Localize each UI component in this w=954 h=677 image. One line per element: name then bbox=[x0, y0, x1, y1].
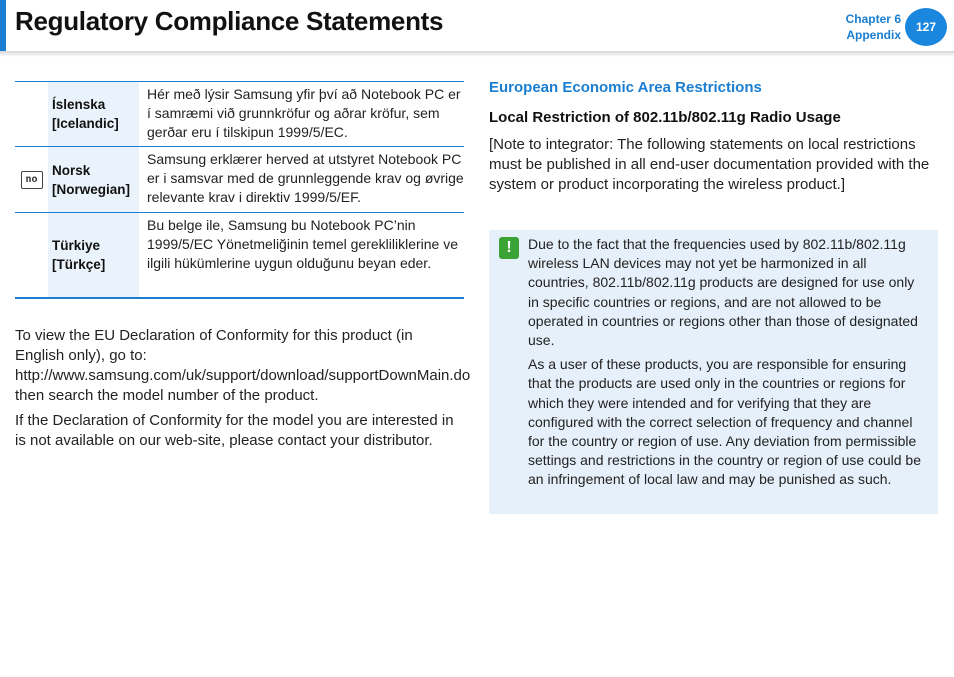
language-name-cell bbox=[48, 147, 139, 212]
chapter-number: Chapter 6 bbox=[845, 12, 901, 26]
header-accent-bar bbox=[0, 0, 6, 52]
language-code: [Türkçe] bbox=[52, 257, 106, 272]
page-number-badge: 127 bbox=[905, 8, 947, 46]
table-row-icelandic bbox=[15, 82, 464, 147]
language-name-cell bbox=[48, 82, 139, 146]
table-icon-cell bbox=[15, 82, 48, 146]
language-code-icon: no bbox=[21, 171, 43, 189]
exclamation-icon: ! bbox=[499, 237, 519, 259]
table-icon-cell bbox=[15, 213, 48, 297]
language-name: Norsk bbox=[52, 162, 91, 178]
table-row-turkish bbox=[15, 213, 464, 297]
chapter-section: Appendix bbox=[846, 28, 901, 42]
declaration-text: Bu belge ile, Samsung bu Notebook PC’nin 1999/5/EC Yönetmeliğinin temel gerekliliklerine ve ilgili hükümlerine uygun olduğunu beyan eder. bbox=[147, 217, 459, 271]
integrator-note: [Note to integrator: The following statements on local restrictions must be published in all end-user documentation provided with the system or product incorporating the wireless product.] bbox=[489, 136, 930, 193]
caution-box bbox=[489, 230, 938, 514]
language-name-cell bbox=[48, 213, 139, 297]
header-divider bbox=[0, 51, 954, 57]
language-code: [Norwegian] bbox=[52, 181, 131, 197]
declaration-paragraph: To view the EU Declaration of Conformity for this product (in English only), go to: http://www.samsung.com/uk/support/download/supportDownMain.do then search the model number of the product. bbox=[15, 327, 471, 404]
table-row-norwegian bbox=[15, 147, 464, 213]
distributor-paragraph: If the Declaration of Conformity for the model you are interested in is not available on our web-site, please contact your distributor. bbox=[15, 412, 454, 449]
language-name: Türkiye bbox=[52, 238, 101, 253]
language-code: [Icelandic] bbox=[52, 116, 119, 131]
caution-paragraph: As a user of these products, you are responsible for ensuring that the products are used only in the countries or regions for which they were intended and for verifying that they are configured with the correct selection of frequency and channel for the country or region of use. Any deviation from permissible settings and restrictions in the country or region of use could be an infringement of local law and may be punished as such. bbox=[528, 356, 921, 488]
declaration-text: Hér með lýsir Samsung yfir því að Notebook PC er í samræmi við grunnkröfur og aðrar kröfur, sem gerðar eru í tilskipun 1999/5/EC. bbox=[147, 86, 461, 140]
declaration-text: Samsung erklærer herved at utstyret Notebook PC er i samsvar med de grunnleggende krav og øvrige relevante krav i direktiv 1999/5/EF. bbox=[147, 151, 464, 205]
chapter-label bbox=[846, 11, 901, 43]
caution-paragraph: Due to the fact that the frequencies used by 802.11b/802.11g wireless LAN devices may not yet be harmonized in all countries, 802.11b/802.11g products are designed for use only in specific countries or regions, and are not allowed to be operated in countries or regions other than those of designated use. bbox=[528, 236, 918, 349]
sub-heading: Local Restriction of 802.11b/802.11g Radio Usage bbox=[489, 109, 841, 126]
table-icon-cell bbox=[15, 147, 48, 212]
page-title: Regulatory Compliance Statements bbox=[15, 6, 444, 36]
section-heading: European Economic Area Restrictions bbox=[489, 79, 762, 96]
declaration-language-table bbox=[15, 81, 464, 299]
language-name: Íslenska bbox=[52, 97, 106, 112]
